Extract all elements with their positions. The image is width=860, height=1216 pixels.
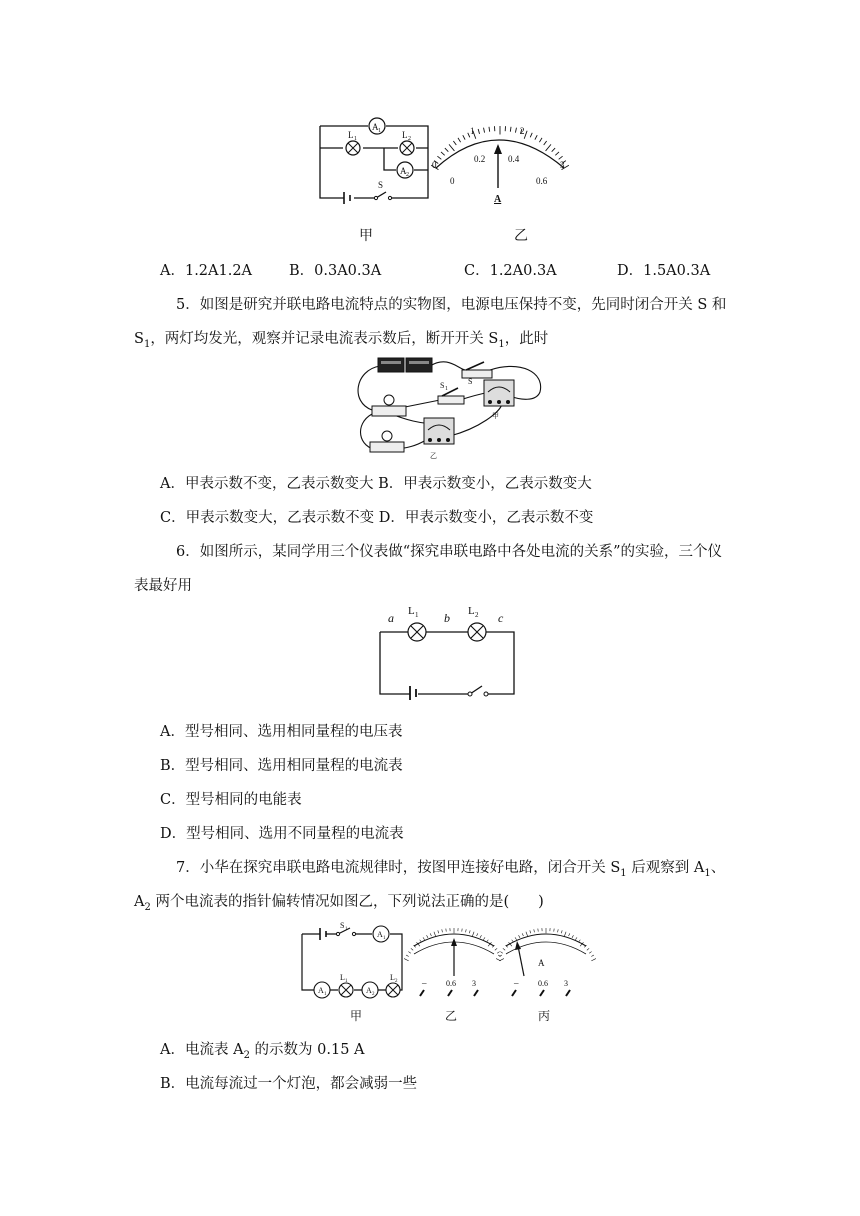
q6-series-circuit	[376, 604, 518, 700]
q4-A1-label: A	[372, 122, 379, 132]
dial-tick	[480, 935, 481, 938]
dial-tick	[466, 929, 467, 932]
dial-tick	[522, 933, 523, 936]
q7-stem-line2: $A_2$ 两个电流表的指针偏转情况如图乙，下列说法正确的是( )	[134, 894, 544, 913]
svg-text:2: 2	[372, 992, 375, 997]
svg-text:L: L	[348, 130, 354, 140]
dial-tick	[463, 135, 465, 139]
svg-text:b: b	[444, 611, 450, 625]
svg-text:1: 1	[378, 128, 381, 134]
q6-option-a: A．型号相同、选用相同量程的电压表	[160, 724, 403, 740]
svg-text:–: –	[514, 978, 519, 988]
dial-tick	[449, 144, 454, 151]
dial-tick	[561, 930, 562, 933]
q4-caption-jia: 甲	[359, 228, 373, 244]
dial-tick	[500, 952, 502, 954]
dial-tick	[478, 129, 479, 134]
svg-text:1: 1	[345, 927, 348, 932]
svg-text:1: 1	[383, 936, 386, 941]
svg-text:A: A	[538, 958, 545, 968]
dial-tick	[437, 156, 441, 159]
dial-tick	[535, 135, 537, 139]
q6-stem-line2: 表最好用	[134, 578, 192, 594]
svg-text:3: 3	[560, 160, 565, 170]
dial-tick	[427, 935, 428, 938]
dial-tick	[546, 144, 551, 151]
dial-tick	[544, 141, 547, 145]
dial-tick	[495, 948, 497, 950]
dial-tick	[515, 937, 517, 939]
dial-tick	[564, 932, 566, 937]
dial-tick	[441, 152, 445, 155]
dial-tick	[526, 932, 528, 937]
dial-tick	[434, 932, 436, 937]
svg-text:0.2: 0.2	[474, 154, 486, 164]
svg-text:0.4: 0.4	[508, 154, 520, 164]
dial-tick	[591, 955, 594, 957]
svg-text:1: 1	[415, 611, 419, 619]
dial-tick	[539, 138, 542, 142]
dial-tick	[558, 929, 559, 932]
svg-text:L: L	[340, 973, 345, 982]
q7-circuit-jia	[298, 922, 408, 1004]
dial-tick	[591, 959, 596, 961]
svg-text:2: 2	[475, 611, 479, 619]
dial-tick	[472, 932, 474, 937]
q6-option-b: B．型号相同、选用相同量程的电流表	[160, 758, 403, 774]
dial-tick	[458, 138, 461, 142]
svg-text:0.6: 0.6	[446, 979, 456, 988]
svg-text:A: A	[400, 166, 407, 176]
svg-text:1: 1	[354, 136, 357, 142]
q5-stem-line1: 5．如图是研究并联电路电流特点的实物图，电源电压保持不变，先同时闭合开关 S 和	[176, 297, 727, 313]
q5-stem-line2: $S_1$，两灯均发光，观察并记录电流表示数后，断开开关 $S_1$，此时	[134, 331, 549, 350]
q4-option-a: A．1.2A1.2A	[160, 263, 253, 279]
svg-text:0: 0	[432, 160, 437, 170]
dial-tick	[534, 929, 535, 932]
dial-tick	[469, 930, 470, 933]
svg-text:L: L	[408, 605, 415, 617]
svg-text:A: A	[366, 986, 372, 995]
q5-options-cd: C．甲表示数变大，乙表示数不变 D．甲表示数变小，乙表示数不变	[160, 510, 594, 526]
svg-text:c: c	[498, 611, 504, 625]
dial-tick	[552, 148, 555, 152]
svg-text:3: 3	[564, 979, 568, 988]
svg-text:乙: 乙	[430, 452, 437, 460]
q4-ammeter-dial	[428, 118, 578, 213]
dial-tick	[587, 948, 589, 950]
svg-text:甲: 甲	[492, 412, 499, 420]
svg-text:L: L	[402, 130, 408, 140]
dial-tick	[408, 952, 410, 954]
dial-tick	[497, 952, 499, 954]
svg-text:2: 2	[406, 172, 409, 178]
dial-tick	[411, 948, 413, 950]
svg-text:1: 1	[470, 126, 475, 136]
svg-text:S: S	[378, 180, 384, 190]
q6-option-c: C．型号相同的电能表	[160, 792, 302, 808]
dial-tick	[524, 131, 527, 139]
svg-text:S: S	[468, 377, 473, 386]
svg-text:2: 2	[520, 126, 525, 136]
svg-text:1: 1	[345, 979, 348, 984]
q4-circuit-diagram	[310, 112, 440, 207]
dial-tick	[477, 933, 478, 936]
svg-text:A: A	[377, 930, 383, 939]
svg-text:2: 2	[395, 979, 398, 984]
svg-text:A: A	[318, 986, 324, 995]
svg-text:0.6: 0.6	[536, 176, 548, 186]
dial-tick	[559, 156, 563, 159]
svg-text:2: 2	[408, 136, 411, 142]
svg-text:–: –	[422, 978, 427, 988]
q4-option-d: D．1.5A0.3A	[617, 263, 711, 279]
q4-caption-yi: 乙	[514, 228, 528, 244]
q7-caption-bing: 丙	[538, 1009, 551, 1023]
q5-options-ab: A．甲表示数不变，乙表示数变大 B．甲表示数变小，乙表示数变大	[160, 476, 592, 492]
dial-tick	[489, 127, 490, 132]
dial-tick	[442, 929, 443, 932]
svg-text:A: A	[494, 194, 502, 205]
q6-stem-line1: 6．如图所示，某同学用三个仪表做“探究串联电路中各处电流的关系”的实验，三个仪	[176, 544, 723, 560]
dial-tick	[555, 152, 559, 155]
dial-tick	[445, 148, 448, 152]
q7-option-b: B．电流每流过一个灯泡，都会减弱一些	[160, 1076, 418, 1092]
q7-caption-jia: 甲	[350, 1009, 363, 1023]
svg-text:0: 0	[450, 176, 455, 186]
dial-tick	[572, 935, 573, 938]
dial-tick	[484, 128, 485, 133]
dial-tick	[569, 933, 570, 936]
q6-option-d: D．型号相同、选用不同量程的电流表	[160, 826, 404, 842]
svg-text:1: 1	[445, 386, 448, 392]
q7-ammeter-bing	[502, 924, 590, 1000]
svg-text:S: S	[340, 921, 345, 930]
svg-text:L: L	[468, 605, 475, 617]
q7-option-a: A．电流表 $A_2$ 的示数为 0.15 A	[160, 1042, 365, 1061]
dial-tick	[510, 127, 511, 132]
dial-tick	[430, 933, 431, 936]
dial-tick	[453, 141, 456, 145]
dial-tick	[483, 937, 485, 939]
q4-option-c: C．1.2A0.3A	[464, 263, 557, 279]
svg-text:S: S	[440, 381, 445, 390]
dial-tick	[589, 952, 591, 954]
dial-tick	[519, 935, 520, 938]
q7-ammeter-yi	[410, 924, 498, 1000]
dial-tick	[575, 937, 577, 939]
svg-text:0.6: 0.6	[538, 979, 548, 988]
svg-text:3: 3	[472, 979, 476, 988]
dial-tick	[423, 937, 425, 939]
dial-tick	[515, 128, 516, 133]
dial-tick	[503, 948, 505, 950]
q7-caption-yi: 乙	[445, 1009, 458, 1023]
q4-option-b: B．0.3A0.3A	[289, 263, 382, 279]
q5-physical-circuit-figure	[350, 352, 550, 464]
svg-text:a: a	[388, 611, 394, 625]
dial-tick	[530, 930, 531, 933]
dial-tick	[530, 133, 532, 138]
svg-text:L: L	[390, 973, 395, 982]
dial-tick	[438, 930, 439, 933]
q7-stem-line1: 7．小华在探究串联电路电流规律时，按图甲连接好电路，闭合开关 $S_1$ 后观察到 $A_1$、	[176, 860, 726, 879]
svg-text:1: 1	[324, 992, 327, 997]
